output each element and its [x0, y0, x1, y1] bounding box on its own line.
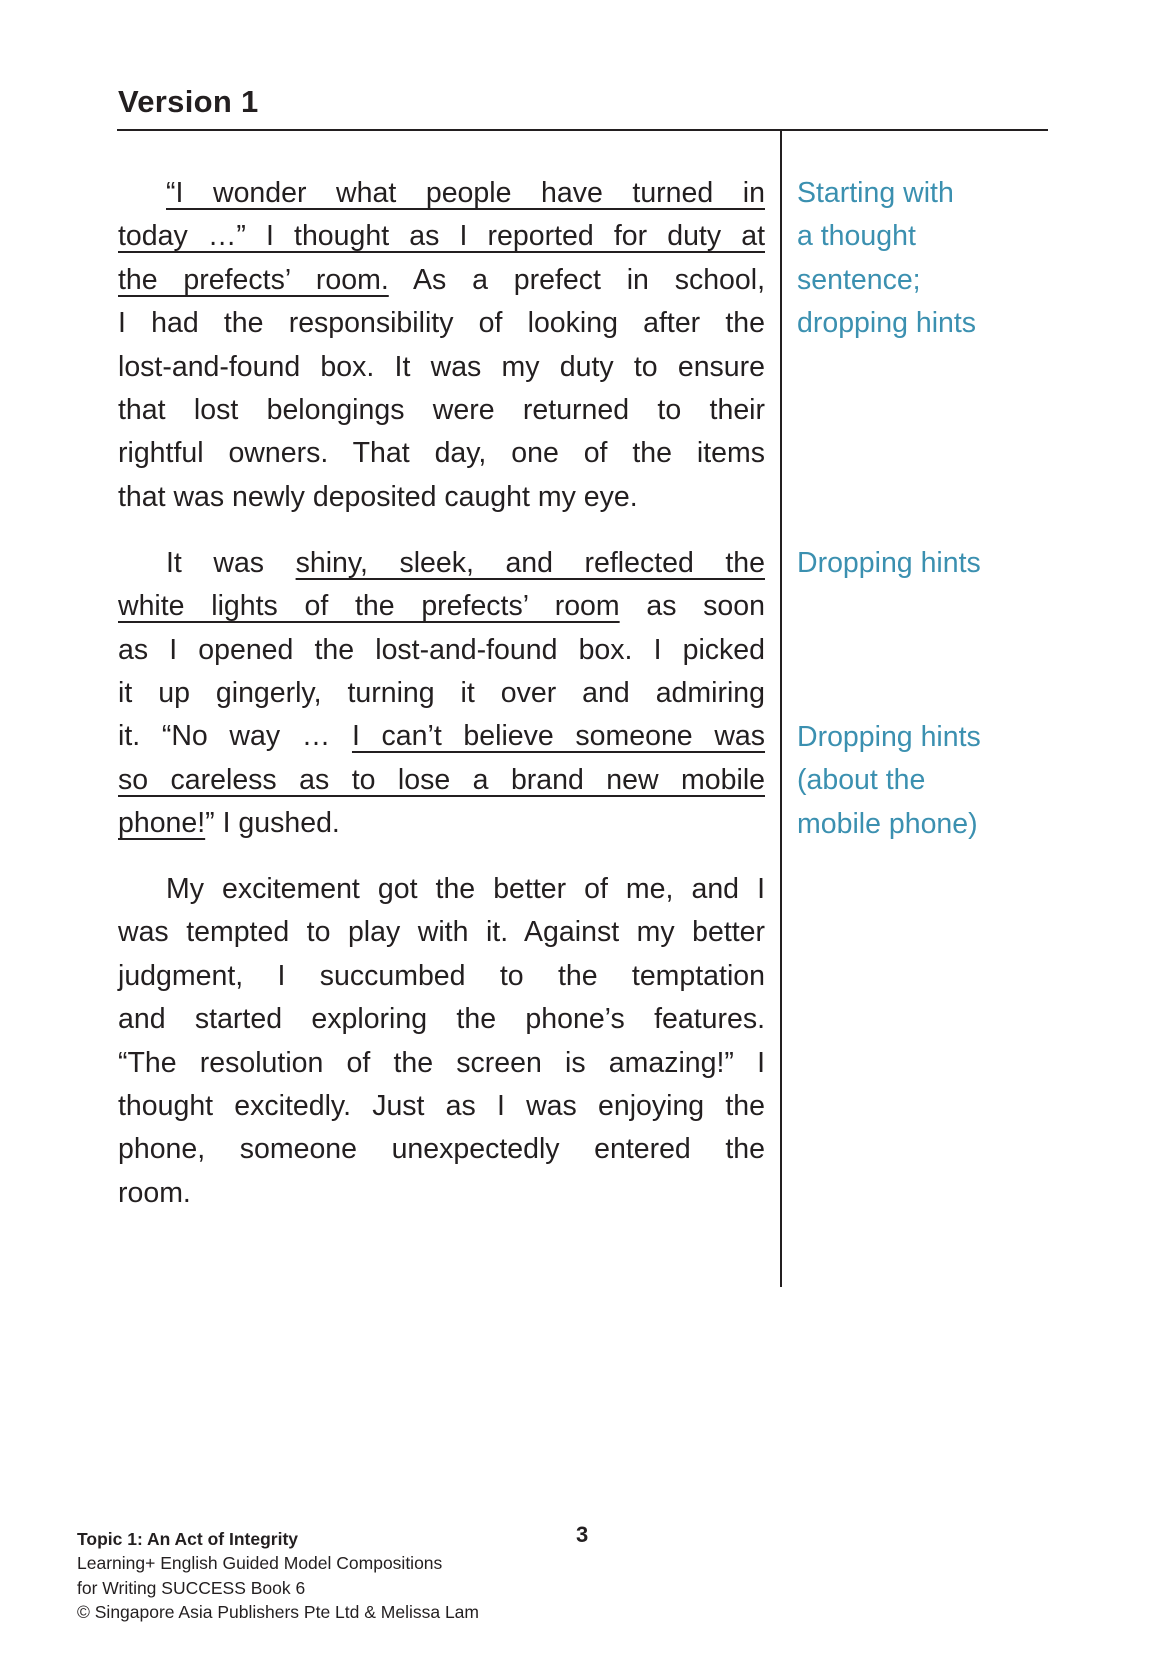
underlined-text: “I wonder what people have turned in: [166, 177, 765, 209]
text-line: [118, 1128, 765, 1171]
text-line: [118, 476, 765, 519]
page-number: 3: [576, 1522, 589, 1547]
text-line: [118, 542, 765, 585]
margin-note-line: (about the: [797, 764, 926, 797]
margin-note-thought-sentence: [797, 172, 976, 346]
text-line: [118, 389, 765, 432]
text-line: [118, 868, 765, 911]
text-segment: ” I gushed.: [205, 807, 340, 840]
margin-note-line: a thought: [797, 220, 916, 253]
underlined-text: today …” I thought as I reported for duty at: [118, 220, 765, 253]
text-segment: It was: [166, 546, 296, 579]
text-line: [118, 302, 765, 345]
footer-book-title: Learning+ English Guided Model Compositions: [77, 1553, 443, 1574]
text-segment: I had the responsibility of looking after the: [118, 307, 765, 340]
paragraph: [118, 542, 765, 846]
underlined-text: phone!: [118, 807, 206, 840]
text-segment: “The resolution of the screen is amazing!” I: [118, 1046, 765, 1079]
text-line: [118, 629, 765, 672]
underlined-text: shiny, sleek, and reflected the: [295, 546, 765, 579]
text-segment: it up gingerly, turning it over and admiring: [118, 676, 765, 709]
text-line: [118, 998, 765, 1041]
paragraph: [118, 868, 765, 1215]
text-line: [118, 215, 765, 258]
text-segment: and started exploring the phone’s features.: [118, 1003, 765, 1036]
text-segment: it. “No way …: [118, 720, 352, 753]
text-line: [118, 259, 765, 302]
heading-divider: [117, 129, 1048, 131]
footer-topic: Topic 1: An Act of Integrity: [77, 1529, 299, 1549]
text-segment: judgment, I succumbed to the temptation: [118, 959, 765, 992]
text-segment: My excitement got the better of me, and I: [166, 873, 765, 906]
text-line: [118, 802, 765, 845]
column-divider: [780, 130, 782, 1287]
text-segment: as I opened the lost-and-found box. I picked: [118, 633, 765, 666]
margin-note-mobile-phone-hints: [797, 716, 981, 846]
text-line: [118, 955, 765, 998]
text-segment: was tempted to play with it. Against my better: [118, 916, 765, 949]
text-line: [118, 1172, 765, 1215]
margin-note-line: Dropping hints: [797, 721, 981, 753]
text-line: [118, 585, 765, 628]
underlined-text: white lights of the prefects’ room: [118, 590, 620, 623]
text-line: [118, 1042, 765, 1085]
margin-note-line: sentence;: [797, 263, 921, 296]
text-line: [118, 432, 765, 475]
margin-note-line: dropping hints: [797, 307, 977, 340]
margin-note-line: Dropping hints: [797, 547, 981, 579]
margin-note-line: mobile phone): [797, 807, 978, 840]
text-segment: that lost belongings were returned to their: [118, 393, 765, 426]
text-segment: that was newly deposited caught my eye.: [118, 480, 638, 513]
paragraph: [118, 172, 765, 519]
text-line: [118, 672, 765, 715]
underlined-text: I can’t believe someone was: [351, 720, 766, 753]
text-line: [118, 911, 765, 954]
section-heading: Version 1: [118, 84, 259, 119]
text-line: [118, 759, 765, 802]
underlined-text: so careless as to lose a brand new mobile: [118, 763, 765, 796]
underlined-text: the prefects’ room.: [118, 263, 389, 296]
text-segment: as soon: [619, 590, 765, 623]
text-segment: rightful owners. That day, one of the items: [118, 437, 765, 470]
footer-copyright: © Singapore Asia Publishers Pte Ltd & Melissa Lam: [77, 1602, 479, 1623]
text-segment: room.: [118, 1176, 191, 1209]
text-line: [118, 172, 765, 215]
text-line: [118, 346, 765, 389]
text-line: [118, 1085, 765, 1128]
footer: [77, 1527, 479, 1625]
composition-text: [118, 172, 765, 1238]
text-segment: As a prefect in school,: [388, 263, 765, 296]
text-segment: thought excitedly. Just as I was enjoying the: [118, 1090, 765, 1122]
text-segment: phone, someone unexpectedly entered the: [118, 1133, 765, 1166]
text-line: [118, 715, 765, 758]
footer-book-subtitle: for Writing SUCCESS Book 6: [77, 1577, 306, 1598]
margin-note-dropping-hints: [797, 542, 981, 585]
margin-note-line: Starting with: [797, 177, 954, 209]
text-segment: lost-and-found box. It was my duty to ensure: [118, 350, 765, 383]
